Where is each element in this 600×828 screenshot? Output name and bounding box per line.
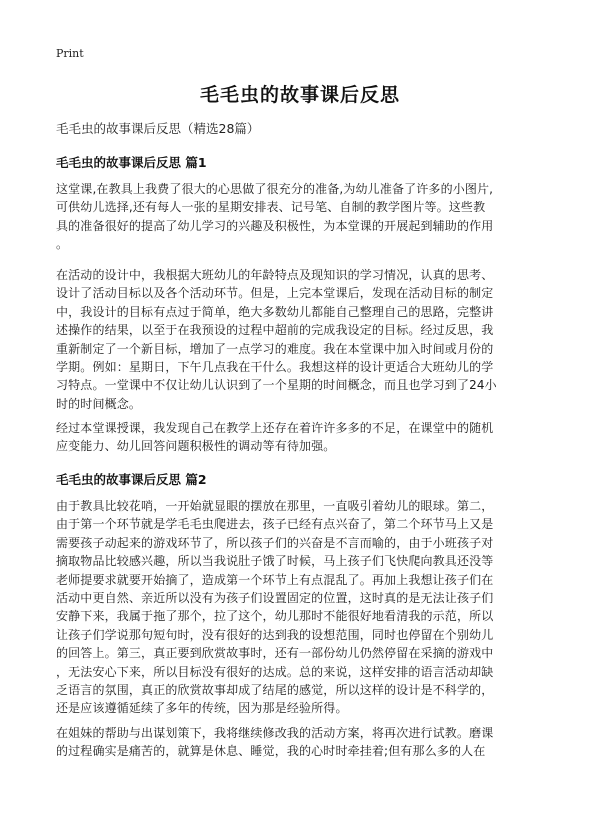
section-1	[56, 153, 546, 171]
text-line: 这堂课,在教具上我费了很大的心思做了很充分的准备,为幼儿准备了许多的小图片,	[56, 182, 494, 196]
text-line: 老师提要求就要开始摘了，造成第一个环节上有点混乱了。再加上我想让孩子们在	[56, 572, 494, 587]
text-line: 时的时间概念。	[56, 396, 142, 411]
text-line: 学期。例如：星期日，下午几点我在干什么。我想这样的设计更适合大班幼儿的学	[56, 360, 494, 375]
section-1-paragraph-3	[56, 419, 546, 456]
paragraph	[56, 180, 546, 254]
text-line: 由于教具比较花哨，一开始就显眼的摆放在那里，一直吸引着幼儿的眼球。第二，	[56, 499, 494, 513]
section-2-paragraph-1	[56, 497, 546, 718]
paragraph	[56, 266, 546, 413]
text-line: 习特点。一堂课中不仅让幼儿认识到了一个星期的时间概念，而且也学习到了24小	[56, 378, 497, 393]
section-2	[56, 470, 546, 488]
text-line: 中，我设计的目标有点过于简单，绝大多数幼儿都能自己整理自己的思路，完整讲	[56, 304, 494, 319]
paragraph	[56, 724, 546, 761]
text-line: 具的准备很好的提高了幼儿学习的兴趣及积极性，为本堂课的开展起到辅助的作用	[56, 218, 494, 233]
text-line: 。	[56, 237, 69, 252]
section-1-paragraph-2	[56, 266, 546, 413]
text-line: 的过程确实是痛苦的，就算是休息、睡觉，我的心时时牵挂着;但有那么多的人在	[56, 744, 486, 759]
paragraph	[56, 497, 546, 718]
text-line: 需要孩子动起来的游戏环节了，所以孩子们的兴奋是不言而喻的，由于小班孩子对	[56, 535, 494, 550]
section-heading: 毛毛虫的故事课后反思 篇1	[56, 155, 207, 170]
page-title: 毛毛虫的故事课后反思	[199, 84, 400, 106]
text-line: 可供幼儿选择,还有每人一张的星期安排表、记号笔、自制的教学图片等。这些教	[56, 200, 486, 215]
paragraph	[56, 419, 546, 456]
section-heading: 毛毛虫的故事课后反思 篇2	[56, 472, 207, 487]
text-line: 摘取物品比较感兴趣，所以当我说肚子饿了时候，马上孩子们飞快爬向教具还没等	[56, 554, 494, 569]
text-line: 乏语言的氛围，真正的欣赏故事却成了结尾的感觉，所以这样的设计是不科学的，	[56, 683, 494, 698]
text-line: ，无法安心下来，所以目标没有很好的达成。总的来说，这样安排的语言活动却缺	[56, 664, 494, 679]
text-line: 安静下来，我属于拖了那个，拉了这个，幼儿那时不能很好地看清我的示范，所以	[56, 609, 494, 624]
text-line: 重新制定了一个新目标，增加了一点学习的难度。我在本堂课中加入时间或月份的	[56, 341, 494, 356]
text-line: 在活动的设计中，我根据大班幼儿的年龄特点及现知识的学习情况，认真的思考、	[56, 268, 494, 282]
text-line: 应变能力、幼儿回答问题积极性的调动等有待加强。	[56, 439, 336, 454]
text-line: 让孩子们学说那句短句时，没有很好的达到我的设想范围，同时也停留在个别幼儿	[56, 627, 494, 642]
text-line: 的回答上。第三，真正要到欣赏故事时，还有一部份幼儿仍然停留在采摘的游戏中	[56, 646, 494, 661]
text-line: 述操作的结果，以至于在我预设的过程中超前的完成我设定的目标。经过反思，我	[56, 323, 494, 338]
section-2-paragraph-2	[56, 724, 546, 761]
document-subtitle: 毛毛虫的故事课后反思（精选28篇）	[56, 121, 260, 136]
print-link[interactable]: Print	[56, 47, 84, 60]
section-1-paragraph-1	[56, 180, 546, 254]
text-line: 在姐妹的帮助与出谋划策下，我将继续修改我的活动方案，将再次进行试教。磨课	[56, 726, 494, 740]
text-line: 活动中更自然、亲近所以没有为孩子们设置固定的位置，这时真的是无法让孩子们	[56, 591, 494, 606]
text-line: 经过本堂课授课，我发现自己在教学上还存在着许许多多的不足，在课堂中的随机	[56, 421, 494, 435]
text-line: 还是应该遵循延续了多年的传统，因为那是经验所得。	[56, 701, 348, 716]
text-line: 由于第一个环节就是学毛毛虫爬进去，孩子已经有点兴奋了，第二个环节马上又是	[56, 517, 494, 532]
text-line: 设计了活动目标以及各个活动环节。但是，上完本堂课后，发现在活动目标的制定	[56, 286, 494, 301]
